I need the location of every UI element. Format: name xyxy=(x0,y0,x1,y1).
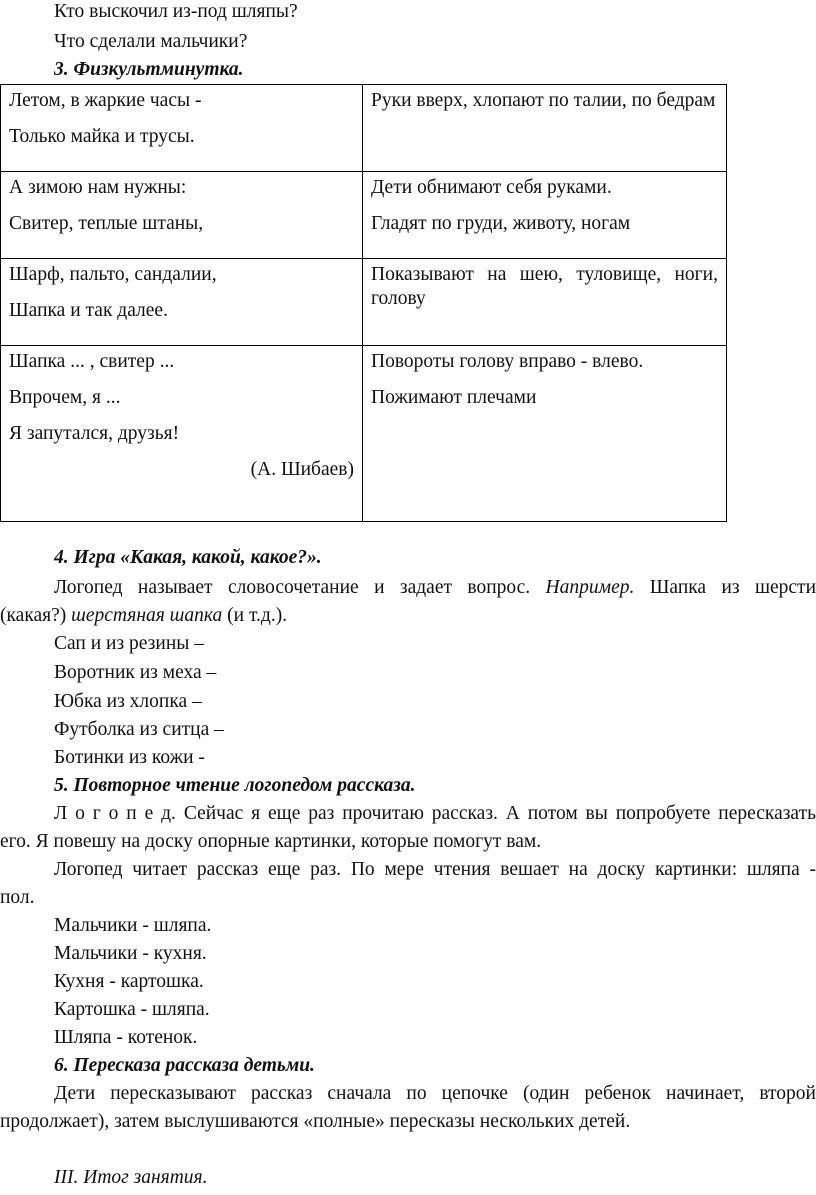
intro-text: Логопед называет словосочетание и задает вопрос. xyxy=(54,577,531,598)
list-item: Воротник из меха – xyxy=(54,662,217,683)
table-cell-verse xyxy=(1,85,363,172)
action-text: Гладят по груди, животу, ногам xyxy=(371,213,631,234)
table-cell-verse xyxy=(1,259,363,346)
list-item: Юбка из хлопка – xyxy=(54,691,202,712)
paragraph-text: Сейчас я еще раз прочитаю рассказ. А потом вы попробуете пересказать xyxy=(183,803,816,824)
section-5-paragraph-1-line-2: его. Я повешу на доску опорные картинки, которые помогут вам. xyxy=(0,831,542,852)
verse-line: А зимою нам нужны: xyxy=(9,177,187,198)
verse-line: Впрочем, я ... xyxy=(9,387,121,408)
table-row xyxy=(1,346,727,522)
section-4-intro-line-2 xyxy=(0,604,287,628)
section-summary-heading: III. Итог занятия. xyxy=(54,1167,208,1188)
section-6-paragraph-line-2: продолжает), затем выслушиваются «полные» пересказы нескольких детей. xyxy=(0,1111,631,1132)
verse-line: Только майка и трусы. xyxy=(9,126,195,147)
list-item: Шляпа - котенок. xyxy=(54,1027,198,1048)
question-line-2: Что сделали мальчики? xyxy=(54,31,248,52)
list-item: Ботинки из кожи - xyxy=(54,747,205,768)
section-5-paragraph-1-line-1 xyxy=(54,802,816,826)
table-cell-verse xyxy=(1,346,363,522)
action-text: Дети обнимают себя руками. xyxy=(371,177,612,198)
list-item: Сап и из резины – xyxy=(54,633,204,654)
action-text: Руки вверх, хлопают по талии, по бедрам xyxy=(371,90,716,111)
verse-line: Шапка ... , свитер ... xyxy=(9,351,175,372)
action-text: Повороты голову вправо - влево. xyxy=(371,351,644,372)
table-cell-action xyxy=(363,172,727,259)
section-5-paragraph-2-line-2: пол. xyxy=(0,887,35,908)
table-row xyxy=(1,85,727,172)
verse-line: Я запутался, друзья! xyxy=(9,423,180,444)
list-item: Кухня - картошка. xyxy=(54,971,204,992)
table-cell-action xyxy=(363,346,727,522)
verse-line: Свитер, теплые штаны, xyxy=(9,213,204,234)
poem-author: (А. Шибаев) xyxy=(250,459,354,480)
action-text: Показывают на шею, туловище, ноги, голову xyxy=(371,264,718,309)
question-line-1: Кто выскочил из-под шляпы? xyxy=(54,1,298,22)
intro-text: (и т.д.). xyxy=(227,605,288,626)
section-4-heading: 4. Игра «Какая, какой, какое?». xyxy=(54,547,322,568)
verse-line: Шарф, пальто, сандалии, xyxy=(9,264,217,285)
intro-example-label: Например. xyxy=(545,577,635,598)
table-cell-verse xyxy=(1,172,363,259)
exercise-table xyxy=(0,84,727,522)
table-row xyxy=(1,259,727,346)
verse-line: Шапка и так далее. xyxy=(9,300,168,321)
intro-text: Шапка из шерсти xyxy=(649,577,816,598)
list-item: Картошка - шляпа. xyxy=(54,999,210,1020)
speaker-label: Л о г о п е д. xyxy=(54,803,176,824)
intro-example-answer: шерстяная шапка xyxy=(71,605,223,626)
list-item: Футболка из ситца – xyxy=(54,719,224,740)
table-row xyxy=(1,172,727,259)
section-6-paragraph-line-1: Дети пересказывают рассказ сначала по цепочке (один ребенок начинает, второй xyxy=(54,1083,816,1104)
list-item: Мальчики - шляпа. xyxy=(54,915,212,936)
section-4-intro-line-1 xyxy=(54,576,816,600)
list-item: Мальчики - кухня. xyxy=(54,943,207,964)
action-text: Пожимают плечами xyxy=(371,387,537,408)
table-cell-action xyxy=(363,85,727,172)
verse-line: Летом, в жаркие часы - xyxy=(9,90,202,111)
section-5-paragraph-2-line-1: Логопед читает рассказ еще раз. По мере чтения вешает на доску картинки: шляпа - xyxy=(54,859,816,880)
section-6-heading: 6. Пересказа рассказа детьми. xyxy=(54,1055,315,1076)
intro-text: (какая?) xyxy=(0,605,67,626)
table-cell-action xyxy=(363,259,727,346)
section-5-heading: 5. Повторное чтение логопедом рассказа. xyxy=(54,775,416,796)
section-3-heading: 3. Физкультминутка. xyxy=(54,59,244,80)
